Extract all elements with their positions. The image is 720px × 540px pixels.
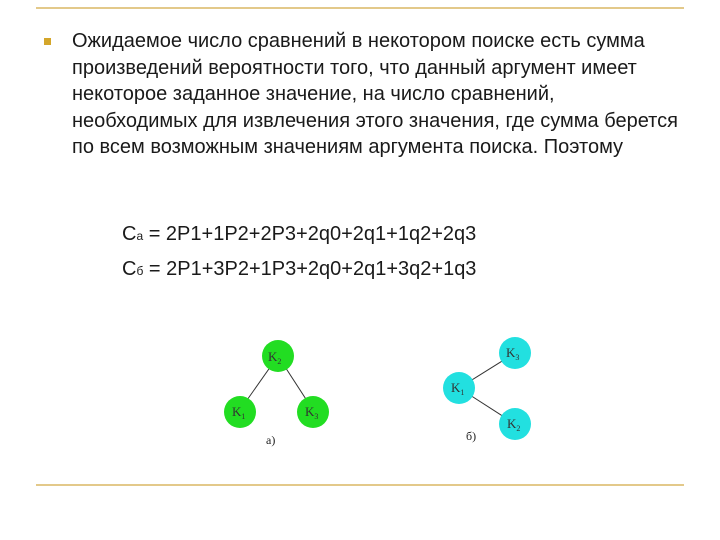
tree-a — [224, 340, 329, 447]
tree-b-node-top-sub: 3 — [515, 353, 520, 362]
tree-b-node-bottom-sub: 2 — [516, 424, 521, 433]
formula-b-symbol: C — [122, 258, 137, 280]
tree-b-node-mid-sub: 1 — [460, 388, 465, 397]
tree-a-node-right-sub: 3 — [314, 412, 319, 421]
bottom-rule — [36, 484, 684, 486]
tree-a-node-left-sub: 1 — [241, 412, 246, 421]
tree-a-node-root-circle — [262, 340, 294, 372]
tree-a-node-root — [262, 340, 294, 372]
formula-a-symbol: C — [122, 223, 137, 245]
tree-a-node-root-label: K — [268, 349, 278, 364]
formula-b-subscript: б — [136, 264, 144, 278]
tree-b-caption: б) — [466, 429, 477, 443]
tree-b-node-mid — [443, 372, 475, 404]
formula-a-subscript: а — [136, 229, 144, 243]
tree-a-node-left — [224, 396, 256, 428]
tree-a-node-right — [297, 396, 329, 428]
tree-b-node-top — [499, 337, 531, 369]
tree-b-node-mid-label: K — [451, 380, 461, 395]
bullet-text: Ожидаемое число сравнений в некотором поиске есть сумма произведений вероятности того, что данный аргумент имеет некоторое заданное значение, на число сравнений, необходимых для извлечения этого значения, где сумма берется по всем возможным значениям аргумента поиска. Поэтому — [72, 30, 678, 158]
tree-a-caption: а) — [266, 433, 276, 447]
tree-a-node-left-label: K — [232, 404, 242, 419]
tree-a-node-root-sub: 2 — [277, 357, 282, 366]
formula-b-expression: = 2P1+3P2+1P3+2q0+2q1+3q2+1q3 — [143, 258, 477, 280]
tree-b-node-bottom-label: K — [507, 416, 517, 431]
tree-a-node-right-label: K — [305, 404, 315, 419]
tree-b-node-top-label: K — [506, 345, 516, 360]
tree-b — [443, 337, 531, 443]
tree-b-node-bottom — [499, 408, 531, 440]
formula-a-expression: = 2P1+1P2+2P3+2q0+2q1+1q2+2q3 — [143, 223, 477, 245]
